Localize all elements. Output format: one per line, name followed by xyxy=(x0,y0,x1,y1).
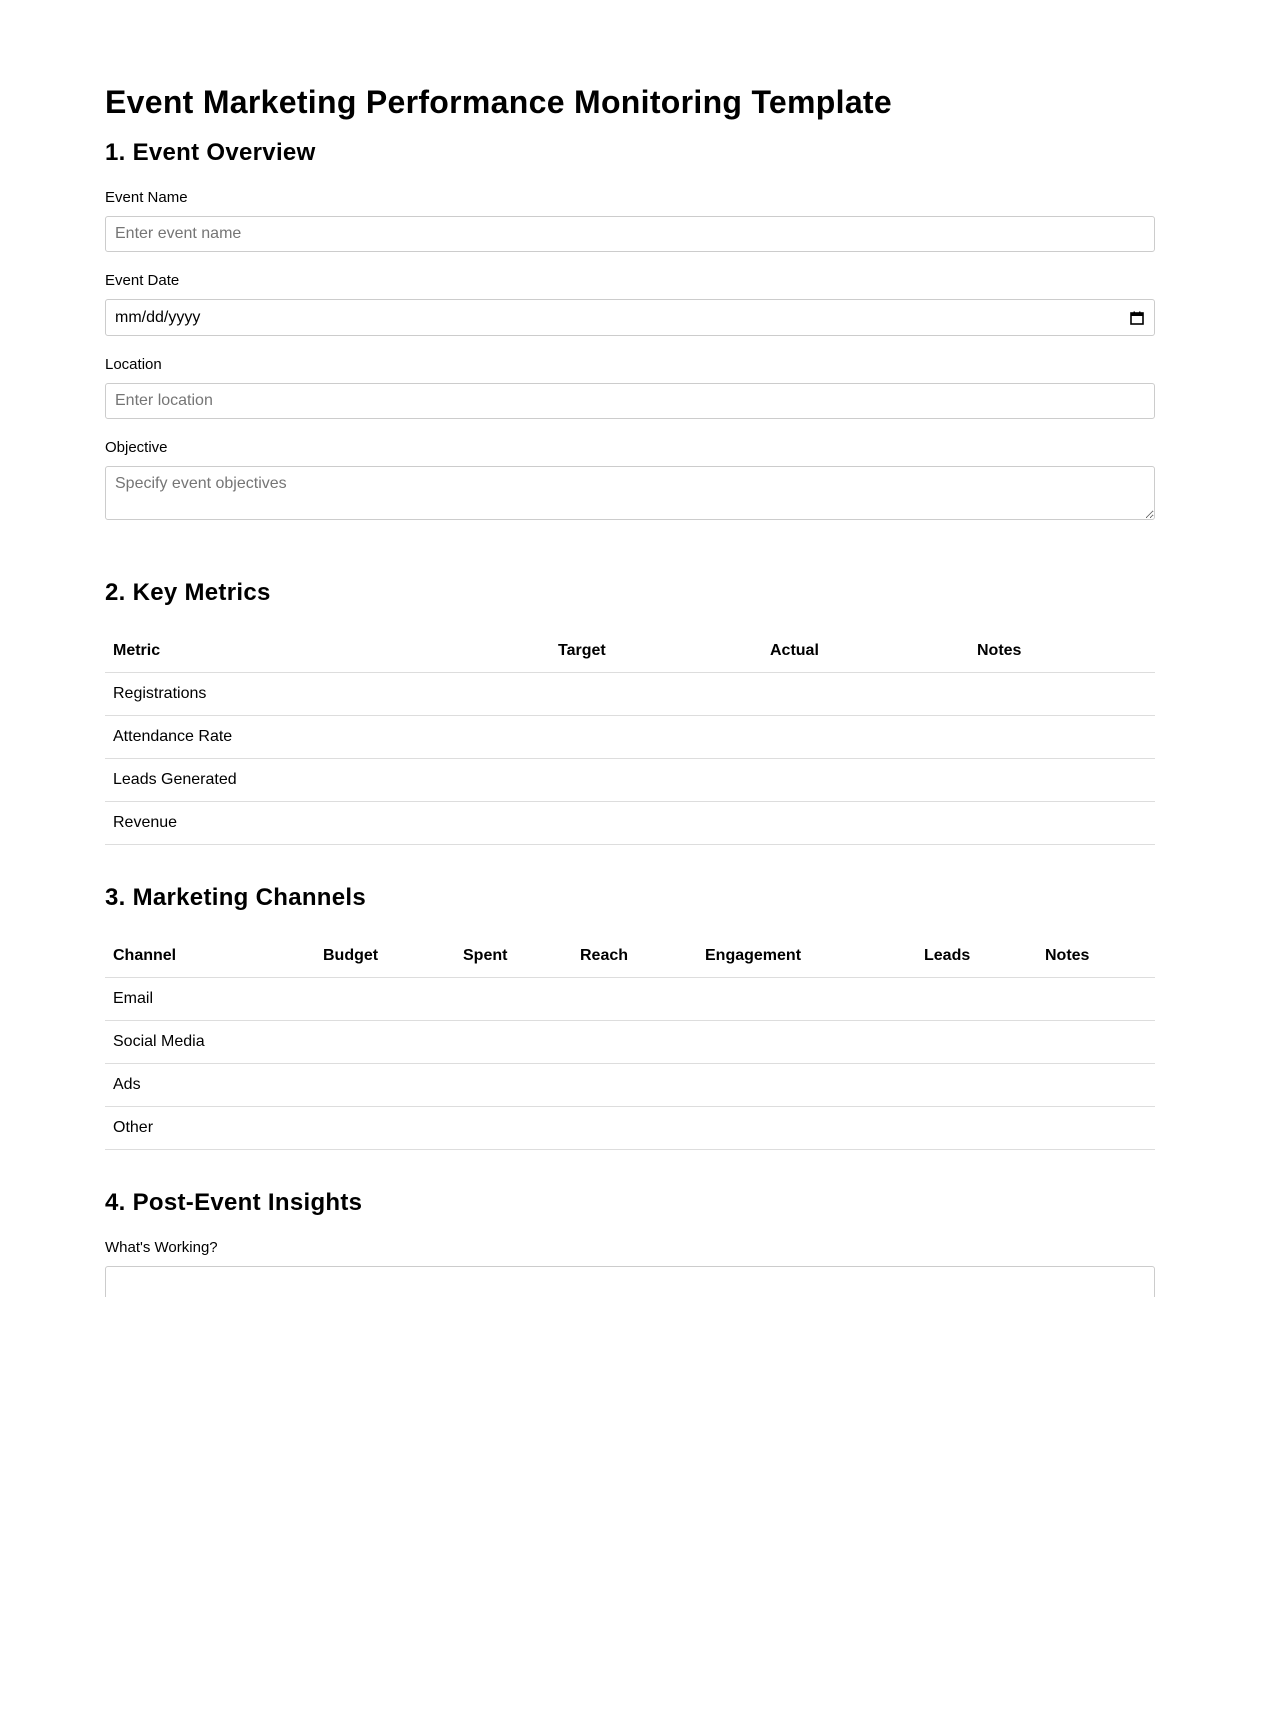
section-heading-key-metrics: 2. Key Metrics xyxy=(105,579,271,606)
notes-cell[interactable] xyxy=(1037,1021,1155,1064)
section-key-metrics xyxy=(105,578,1155,845)
budget-cell[interactable] xyxy=(315,1021,455,1064)
event-name-input[interactable] xyxy=(105,216,1155,252)
section-heading-marketing-channels: 3. Marketing Channels xyxy=(105,884,367,911)
objective-label: Objective xyxy=(105,439,168,456)
budget-cell[interactable] xyxy=(315,1064,455,1107)
spent-cell[interactable] xyxy=(455,1107,572,1150)
table-row xyxy=(105,716,1155,759)
location-input[interactable] xyxy=(105,383,1155,419)
target-cell[interactable] xyxy=(550,673,762,716)
table-row xyxy=(105,1064,1155,1107)
calendar-icon[interactable] xyxy=(1130,311,1144,325)
leads-cell[interactable] xyxy=(916,978,1037,1021)
channel-cell: Social Media xyxy=(105,1021,315,1064)
notes-cell[interactable] xyxy=(969,673,1155,716)
metric-cell: Attendance Rate xyxy=(105,716,550,759)
budget-cell[interactable] xyxy=(315,1107,455,1150)
event-date-label: Event Date xyxy=(105,272,180,289)
budget-cell[interactable] xyxy=(315,978,455,1021)
column-header-channel: Channel xyxy=(105,935,315,978)
notes-cell[interactable] xyxy=(969,716,1155,759)
event-name-label: Event Name xyxy=(105,189,188,206)
event-date-input[interactable] xyxy=(105,299,1155,336)
table-row xyxy=(105,1021,1155,1064)
reach-cell[interactable] xyxy=(572,978,697,1021)
notes-cell[interactable] xyxy=(1037,978,1155,1021)
column-header-target: Target xyxy=(550,630,762,673)
leads-cell[interactable] xyxy=(916,1021,1037,1064)
engagement-cell[interactable] xyxy=(697,978,916,1021)
column-header-metric: Metric xyxy=(105,630,550,673)
metric-cell: Registrations xyxy=(105,673,550,716)
channel-cell: Ads xyxy=(105,1064,315,1107)
column-header-budget: Budget xyxy=(315,935,455,978)
table-row xyxy=(105,978,1155,1021)
reach-cell[interactable] xyxy=(572,1064,697,1107)
notes-cell[interactable] xyxy=(969,802,1155,845)
channel-cell: Other xyxy=(105,1107,315,1150)
leads-cell[interactable] xyxy=(916,1064,1037,1107)
channel-cell: Email xyxy=(105,978,315,1021)
table-header-row xyxy=(105,630,1155,673)
section-event-overview xyxy=(105,138,1155,520)
metric-cell: Leads Generated xyxy=(105,759,550,802)
spent-cell[interactable] xyxy=(455,978,572,1021)
section-post-event-insights xyxy=(105,1188,1155,1297)
notes-cell[interactable] xyxy=(1037,1107,1155,1150)
actual-cell[interactable] xyxy=(762,673,969,716)
column-header-actual: Actual xyxy=(762,630,969,673)
notes-cell[interactable] xyxy=(969,759,1155,802)
engagement-cell[interactable] xyxy=(697,1064,916,1107)
form-container xyxy=(105,0,1155,1297)
spent-cell[interactable] xyxy=(455,1021,572,1064)
reach-cell[interactable] xyxy=(572,1107,697,1150)
section-heading-post-event-insights: 4. Post-Event Insights xyxy=(105,1189,363,1216)
target-cell[interactable] xyxy=(550,759,762,802)
section-marketing-channels xyxy=(105,883,1155,1150)
reach-cell[interactable] xyxy=(572,1021,697,1064)
section-heading-event-overview: 1. Event Overview xyxy=(105,139,316,166)
table-header-row xyxy=(105,935,1155,978)
whats-working-textarea[interactable] xyxy=(105,1266,1155,1297)
location-label: Location xyxy=(105,356,162,373)
column-header-engagement: Engagement xyxy=(697,935,916,978)
column-header-notes: Notes xyxy=(1037,935,1155,978)
table-row xyxy=(105,673,1155,716)
spent-cell[interactable] xyxy=(455,1064,572,1107)
engagement-cell[interactable] xyxy=(697,1021,916,1064)
actual-cell[interactable] xyxy=(762,802,969,845)
leads-cell[interactable] xyxy=(916,1107,1037,1150)
metric-cell: Revenue xyxy=(105,802,550,845)
key-metrics-table xyxy=(105,630,1155,845)
marketing-channels-table xyxy=(105,935,1155,1150)
column-header-leads: Leads xyxy=(916,935,1037,978)
engagement-cell[interactable] xyxy=(697,1107,916,1150)
table-row xyxy=(105,1107,1155,1150)
column-header-reach: Reach xyxy=(572,935,697,978)
target-cell[interactable] xyxy=(550,802,762,845)
column-header-notes: Notes xyxy=(969,630,1155,673)
page-title: Event Marketing Performance Monitoring Template xyxy=(105,84,892,120)
actual-cell[interactable] xyxy=(762,716,969,759)
notes-cell[interactable] xyxy=(1037,1064,1155,1107)
table-row xyxy=(105,802,1155,845)
whats-working-label: What's Working? xyxy=(105,1239,218,1256)
table-row xyxy=(105,759,1155,802)
objective-textarea[interactable] xyxy=(105,466,1155,520)
column-header-spent: Spent xyxy=(455,935,572,978)
actual-cell[interactable] xyxy=(762,759,969,802)
target-cell[interactable] xyxy=(550,716,762,759)
event-date-value: mm/dd/yyyy xyxy=(115,308,201,326)
